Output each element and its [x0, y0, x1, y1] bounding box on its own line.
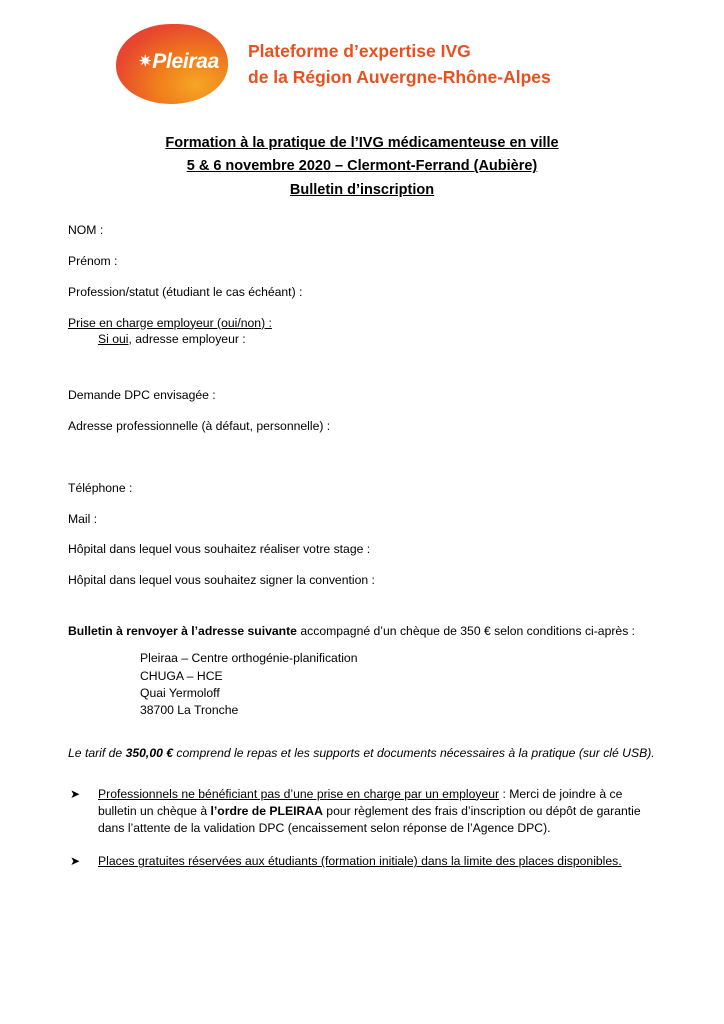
title-line-2: 5 & 6 novembre 2020 – Clermont-Ferrand (Aubière) [186, 158, 538, 175]
page-title [68, 132, 656, 202]
address-line-2: CHUGA – HCE [140, 668, 223, 683]
document-header [68, 0, 656, 106]
address-line-1: Pleiraa – Centre orthogénie-planification [140, 651, 358, 666]
bullet-1-bold: l’ordre de PLEIRAA [210, 803, 323, 818]
field-label-nom: NOM : [68, 223, 104, 238]
field-label-si-oui-underline: Si oui [98, 331, 129, 346]
logo-brand-text: Pleiraa [152, 50, 220, 73]
logo-wordmark [130, 50, 228, 74]
field-label-prenom: Prénom : [68, 254, 118, 269]
arrow-bullet-icon: ➤ [70, 854, 81, 869]
tarif-prefix: Le tarif de [68, 745, 126, 760]
list-item-text [98, 786, 656, 838]
registration-form [68, 224, 656, 586]
tarif-suffix: comprend le repas et les supports et documents nécessaires à la pratique (sur clé USB). [173, 745, 655, 760]
title-line-3: Bulletin d’inscription [289, 181, 435, 198]
field-label-hopital-convention: Hôpital dans lequel vous souhaitez signer la convention : [68, 572, 375, 587]
title-line-1: Formation à la pratique de l’IVG médicamenteuse en ville [165, 135, 559, 151]
address-line-3: Quai Yermoloff [140, 685, 220, 700]
field-label-prise-en-charge-text: Prise en charge employeur (oui/non) : [68, 315, 272, 330]
send-to-rest: accompagné d’un chèque de 350 € selon conditions ci-après : [296, 624, 636, 639]
arrow-bullet-icon: ➤ [70, 786, 81, 801]
header-line-1: Plateforme d’expertise IVG [248, 40, 471, 61]
conditions-list [68, 786, 656, 871]
field-label-profession: Profession/statut (étudiant le cas échéant) : [68, 284, 303, 299]
field-label-adresse-pro: Adresse professionnelle (à défaut, personnelle) : [68, 418, 331, 433]
tarif-amount: 350,00 € [125, 745, 174, 760]
field-label-hopital-stage: Hôpital dans lequel vous souhaitez réaliser votre stage : [68, 542, 371, 557]
field-label-mail: Mail : [68, 511, 98, 526]
bullet-1-text-a: : Merci de joindre à ce bulletin un chèque à [98, 786, 623, 818]
send-to-line [68, 624, 656, 638]
send-to-block [68, 624, 656, 719]
field-label-si-oui-rest: , adresse employeur : [128, 331, 246, 346]
field-label-prise-en-charge [68, 317, 656, 329]
star-icon: ✷ [138, 53, 152, 70]
field-label-si-oui [98, 333, 656, 345]
tarif-note [68, 746, 656, 760]
header-title-block [248, 38, 551, 91]
bullet-2-underline: Places gratuites réservées aux étudiants (formation initiale) dans la limite des places disponibles. [98, 854, 622, 869]
field-label-telephone: Téléphone : [68, 480, 133, 495]
field-label-demande-dpc: Demande DPC envisagée : [68, 387, 216, 402]
address-line-4: 38700 La Tronche [140, 703, 239, 718]
send-to-address [140, 650, 656, 719]
bullet-1-underline: Professionnels ne bénéficiant pas d’une prise en charge par un employeur [98, 786, 500, 801]
list-item [68, 853, 656, 870]
pleiraa-logo [116, 22, 234, 106]
bullet-1-text-b: pour règlement des frais d’inscription ou dépôt de garantie dans l’attente de la validation DPC (encaissement selon réponse de l’Agence DPC). [98, 803, 641, 836]
list-item [68, 786, 656, 838]
list-item-text [98, 853, 656, 870]
send-to-bold: Bulletin à renvoyer à l’adresse suivante [68, 624, 297, 639]
header-line-2: de la Région Auvergne-Rhône-Alpes [248, 67, 551, 87]
